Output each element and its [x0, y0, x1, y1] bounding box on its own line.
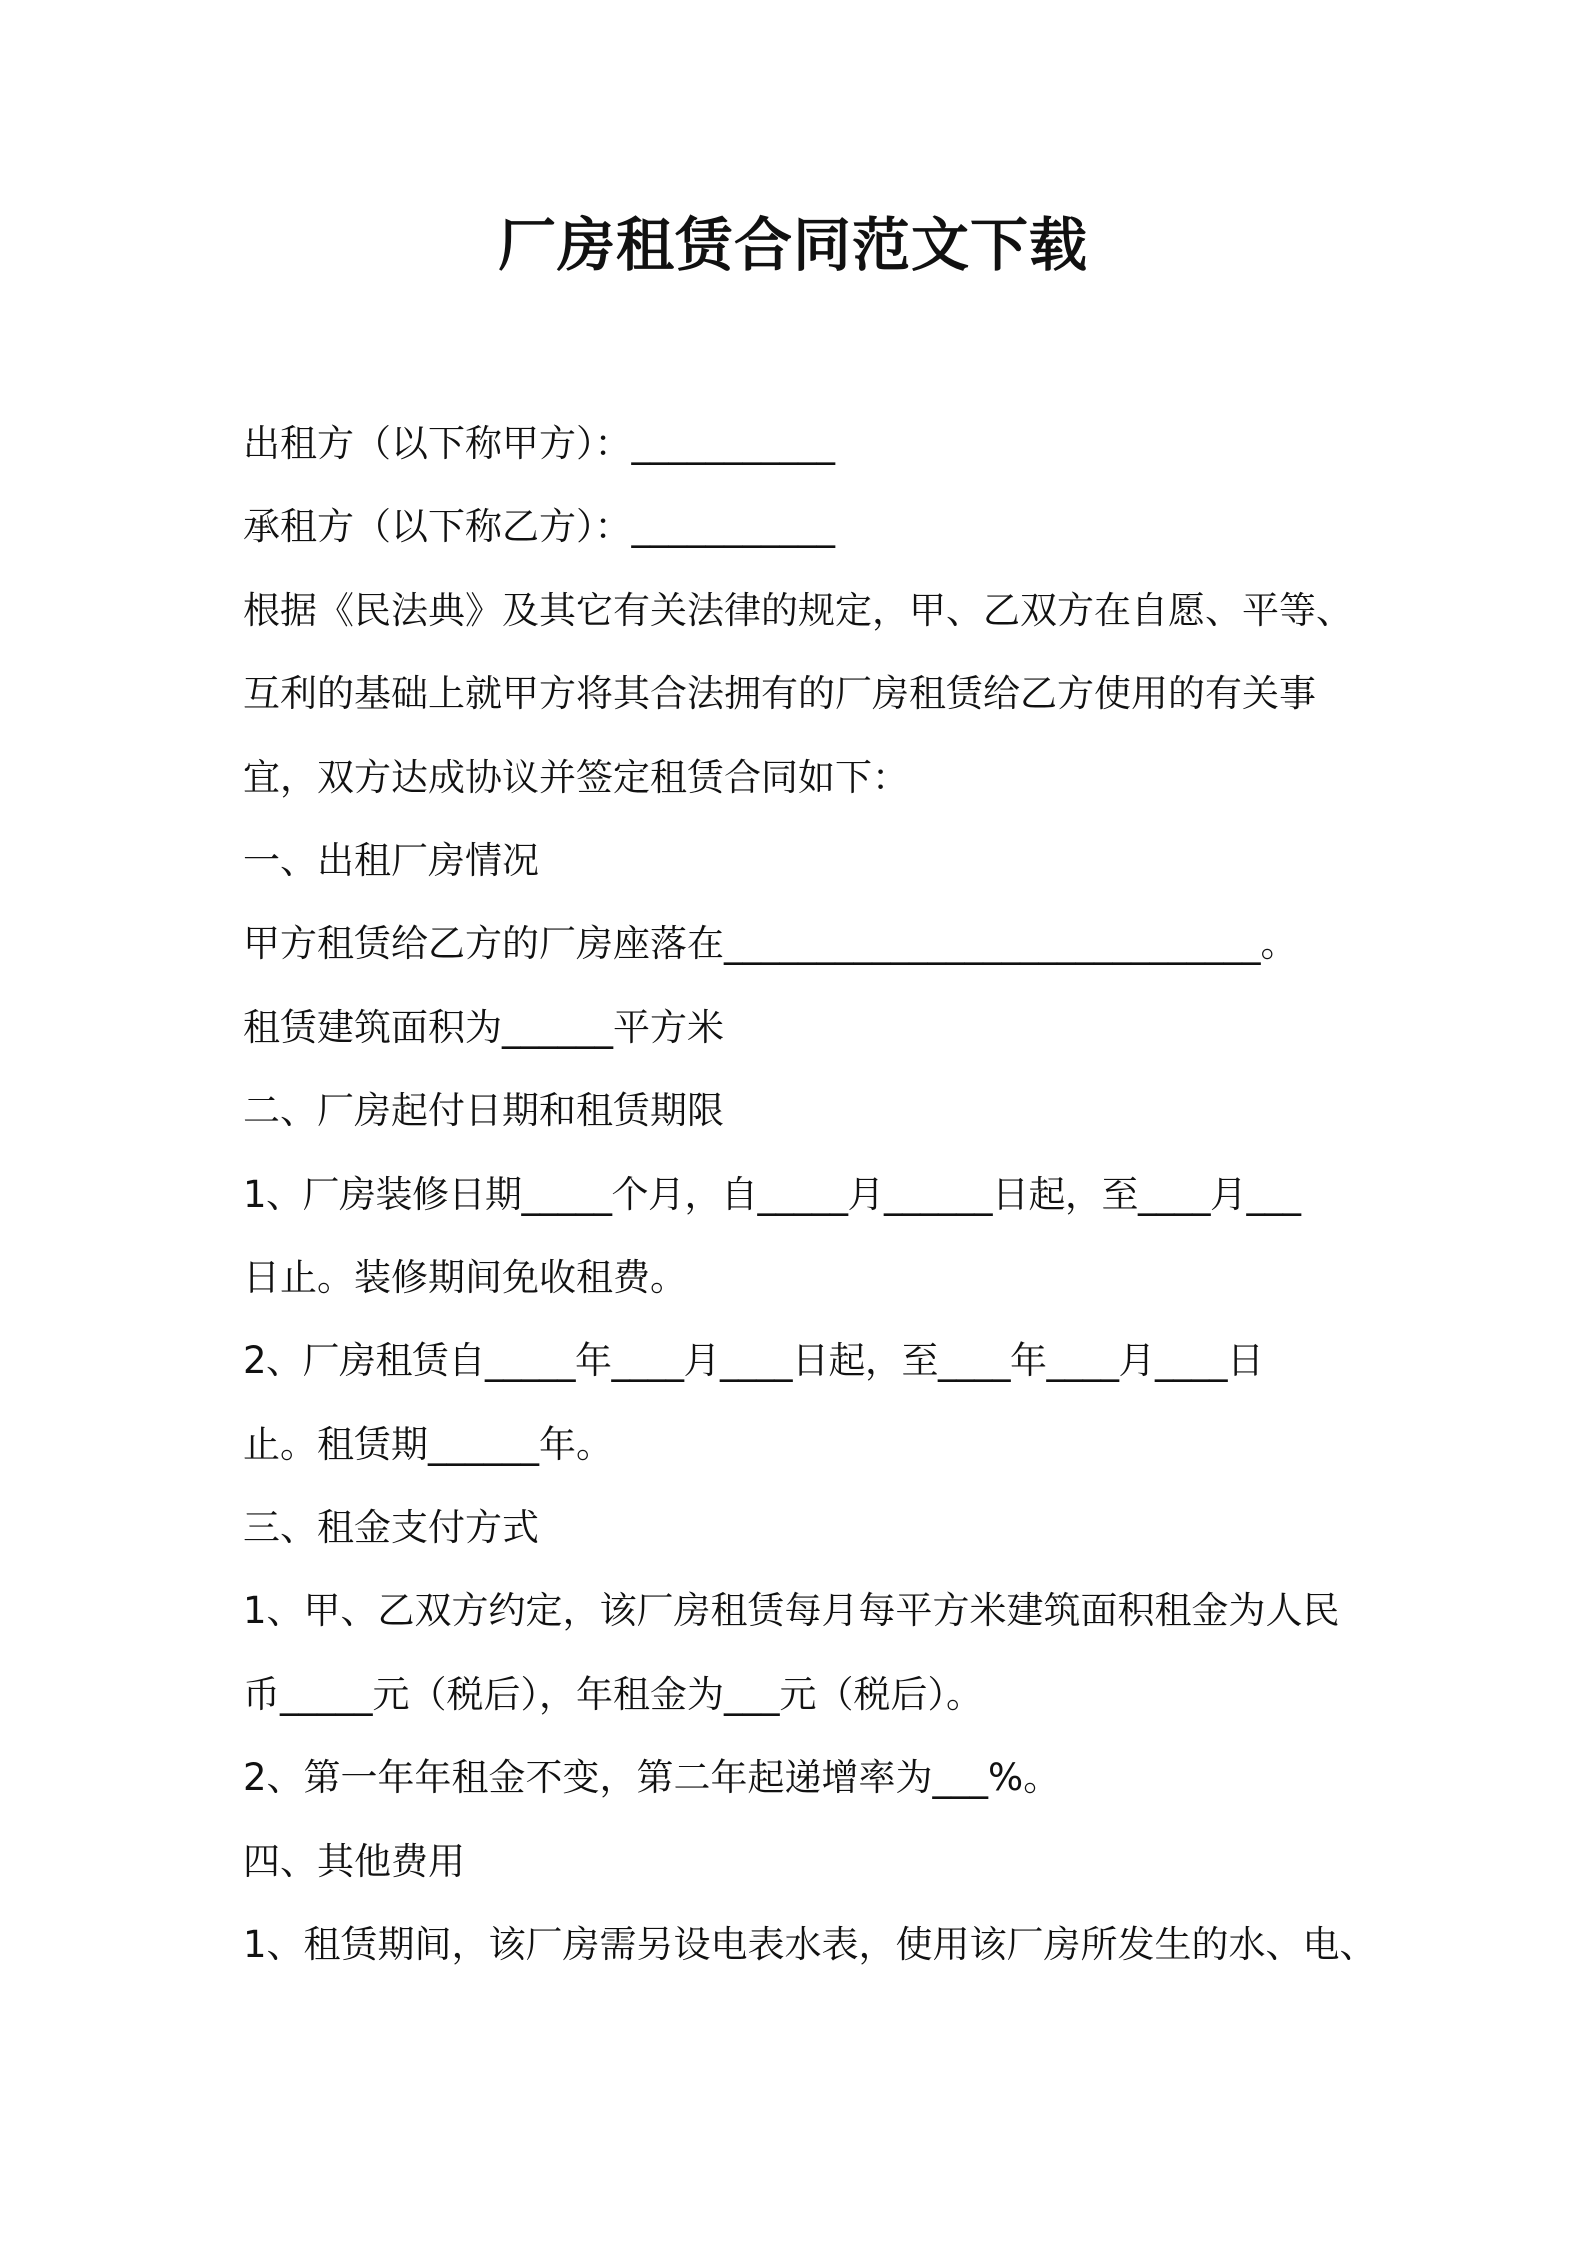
- renovation-period-line-1: 1、厂房装修日期_____个月，自_____月______日起，至____月___: [243, 1172, 1301, 1216]
- section-heading-1: 一、出租厂房情况: [243, 838, 539, 882]
- renovation-period-line-2: 日止。装修期间免收租费。: [243, 1255, 687, 1299]
- rent-line-1: 1、甲、乙双方约定，该厂房租赁每月每平方米建筑面积租金为人民: [243, 1589, 1340, 1633]
- preamble-line-2: 互利的基础上就甲方将其合法拥有的厂房租赁给乙方使用的有关事: [243, 672, 1316, 716]
- lessee-line: 承租方（以下称乙方）：___________: [243, 505, 835, 549]
- document-body: [243, 402, 1383, 1986]
- section-heading-4: 四、其他费用: [243, 1839, 465, 1883]
- lessor-line: 出租方（以下称甲方）：___________: [243, 422, 835, 465]
- preamble-line-3: 宜，双方达成协议并签定租赁合同如下：: [243, 755, 909, 799]
- preamble-line-1: 根据《民法典》及其它有关法律的规定，甲、乙双方在自愿、平等、: [243, 588, 1353, 632]
- document-title: 厂房租赁合同范文下载: [497, 211, 1088, 279]
- section-heading-2: 二、厂房起付日期和租赁期限: [243, 1089, 724, 1133]
- lease-term-line-2: 止。租赁期______年。: [243, 1422, 613, 1466]
- other-fees-line-1: 1、租赁期间，该厂房需另设电表水表，使用该厂房所发生的水、电、: [243, 1923, 1377, 1967]
- lease-term-line-1: 2、厂房租赁自_____年____月____日起，至____年____月____日: [243, 1339, 1264, 1383]
- location-line: 甲方租赁给乙方的厂房座落在_____________________________。: [243, 922, 1298, 966]
- area-line: 租赁建筑面积为______平方米: [243, 1005, 724, 1049]
- rent-increase-line: 2、第一年年租金不变，第二年起递增率为___%。: [243, 1756, 1061, 1800]
- rent-line-2: 币_____元（税后），年租金为___元（税后）。: [243, 1672, 983, 1716]
- section-heading-3: 三、租金支付方式: [243, 1506, 539, 1550]
